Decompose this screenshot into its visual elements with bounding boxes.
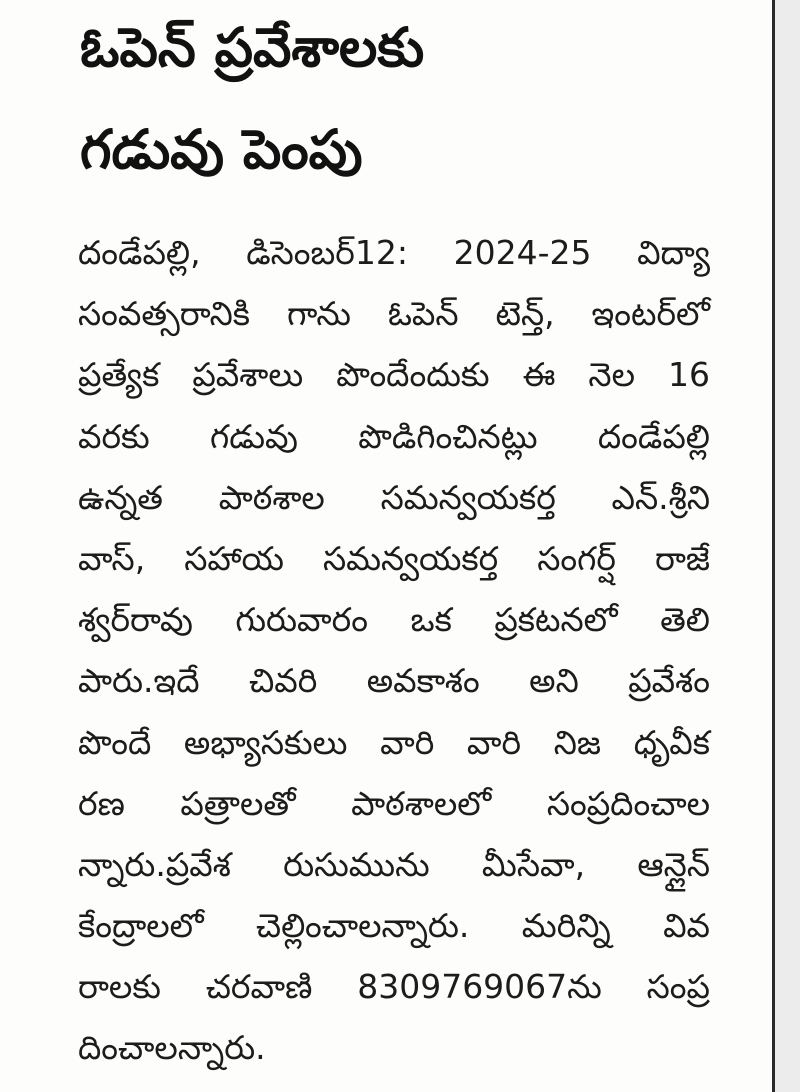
article-body	[78, 222, 710, 1079]
body-line-8: పారు.ఇదే చివరి అవకాశం అని ప్రవేశం	[78, 661, 710, 701]
page-margin	[775, 0, 800, 1092]
body-line-10: రణ పత్రాలతో పాఠశాలలో సంప్రదించాల	[78, 783, 710, 823]
body-line-4: వరకు గడువు పొడిగించినట్లు దండేపల్లి	[78, 416, 710, 456]
body-line-12: కేంద్రాలలో చెల్లించాలన్నారు. మరిన్ని వివ	[78, 906, 710, 946]
headline-line-1: ఓపెన్ ప్రవేశాలకు	[80, 16, 425, 79]
body-line-13: రాలకు చరవాణి 8309769067ను సంప్ర	[78, 967, 710, 1007]
body-line-11: న్నారు.ప్రవేశ రుసుమును మీసేవా, ఆన్లైన్	[78, 844, 710, 884]
body-line-1: దండేపల్లి, డిసెంబర్12: 2024-25 విద్యా	[78, 233, 710, 272]
body-line-6: వాస్, సహాయ సమన్వయకర్త సంగర్ష్ రాజే	[78, 538, 710, 578]
body-line-14: దించాలన్నారు.	[78, 1028, 266, 1068]
body-line-5: ఉన్నత పాఠశాల సమన్వయకర్త ఎన్.శ్రీని	[78, 477, 710, 517]
body-line-3: ప్రత్యేక ప్రవేశాలు పొందేందుకు ఈ నెల 16	[78, 355, 710, 395]
headline-line-2: గడువు పెంపు	[80, 118, 363, 181]
body-line-2: సంవత్సరానికి గాను ఓపెన్ టెన్త్, ఇంటర్‌లో	[78, 294, 710, 334]
body-line-7: శ్వర్‌రావు గురువారం ఒక ప్రకటనలో తెలి	[78, 600, 710, 640]
body-line-9: పొందే అభ్యాసకులు వారి వారి నిజ ధృవీక	[78, 722, 710, 762]
